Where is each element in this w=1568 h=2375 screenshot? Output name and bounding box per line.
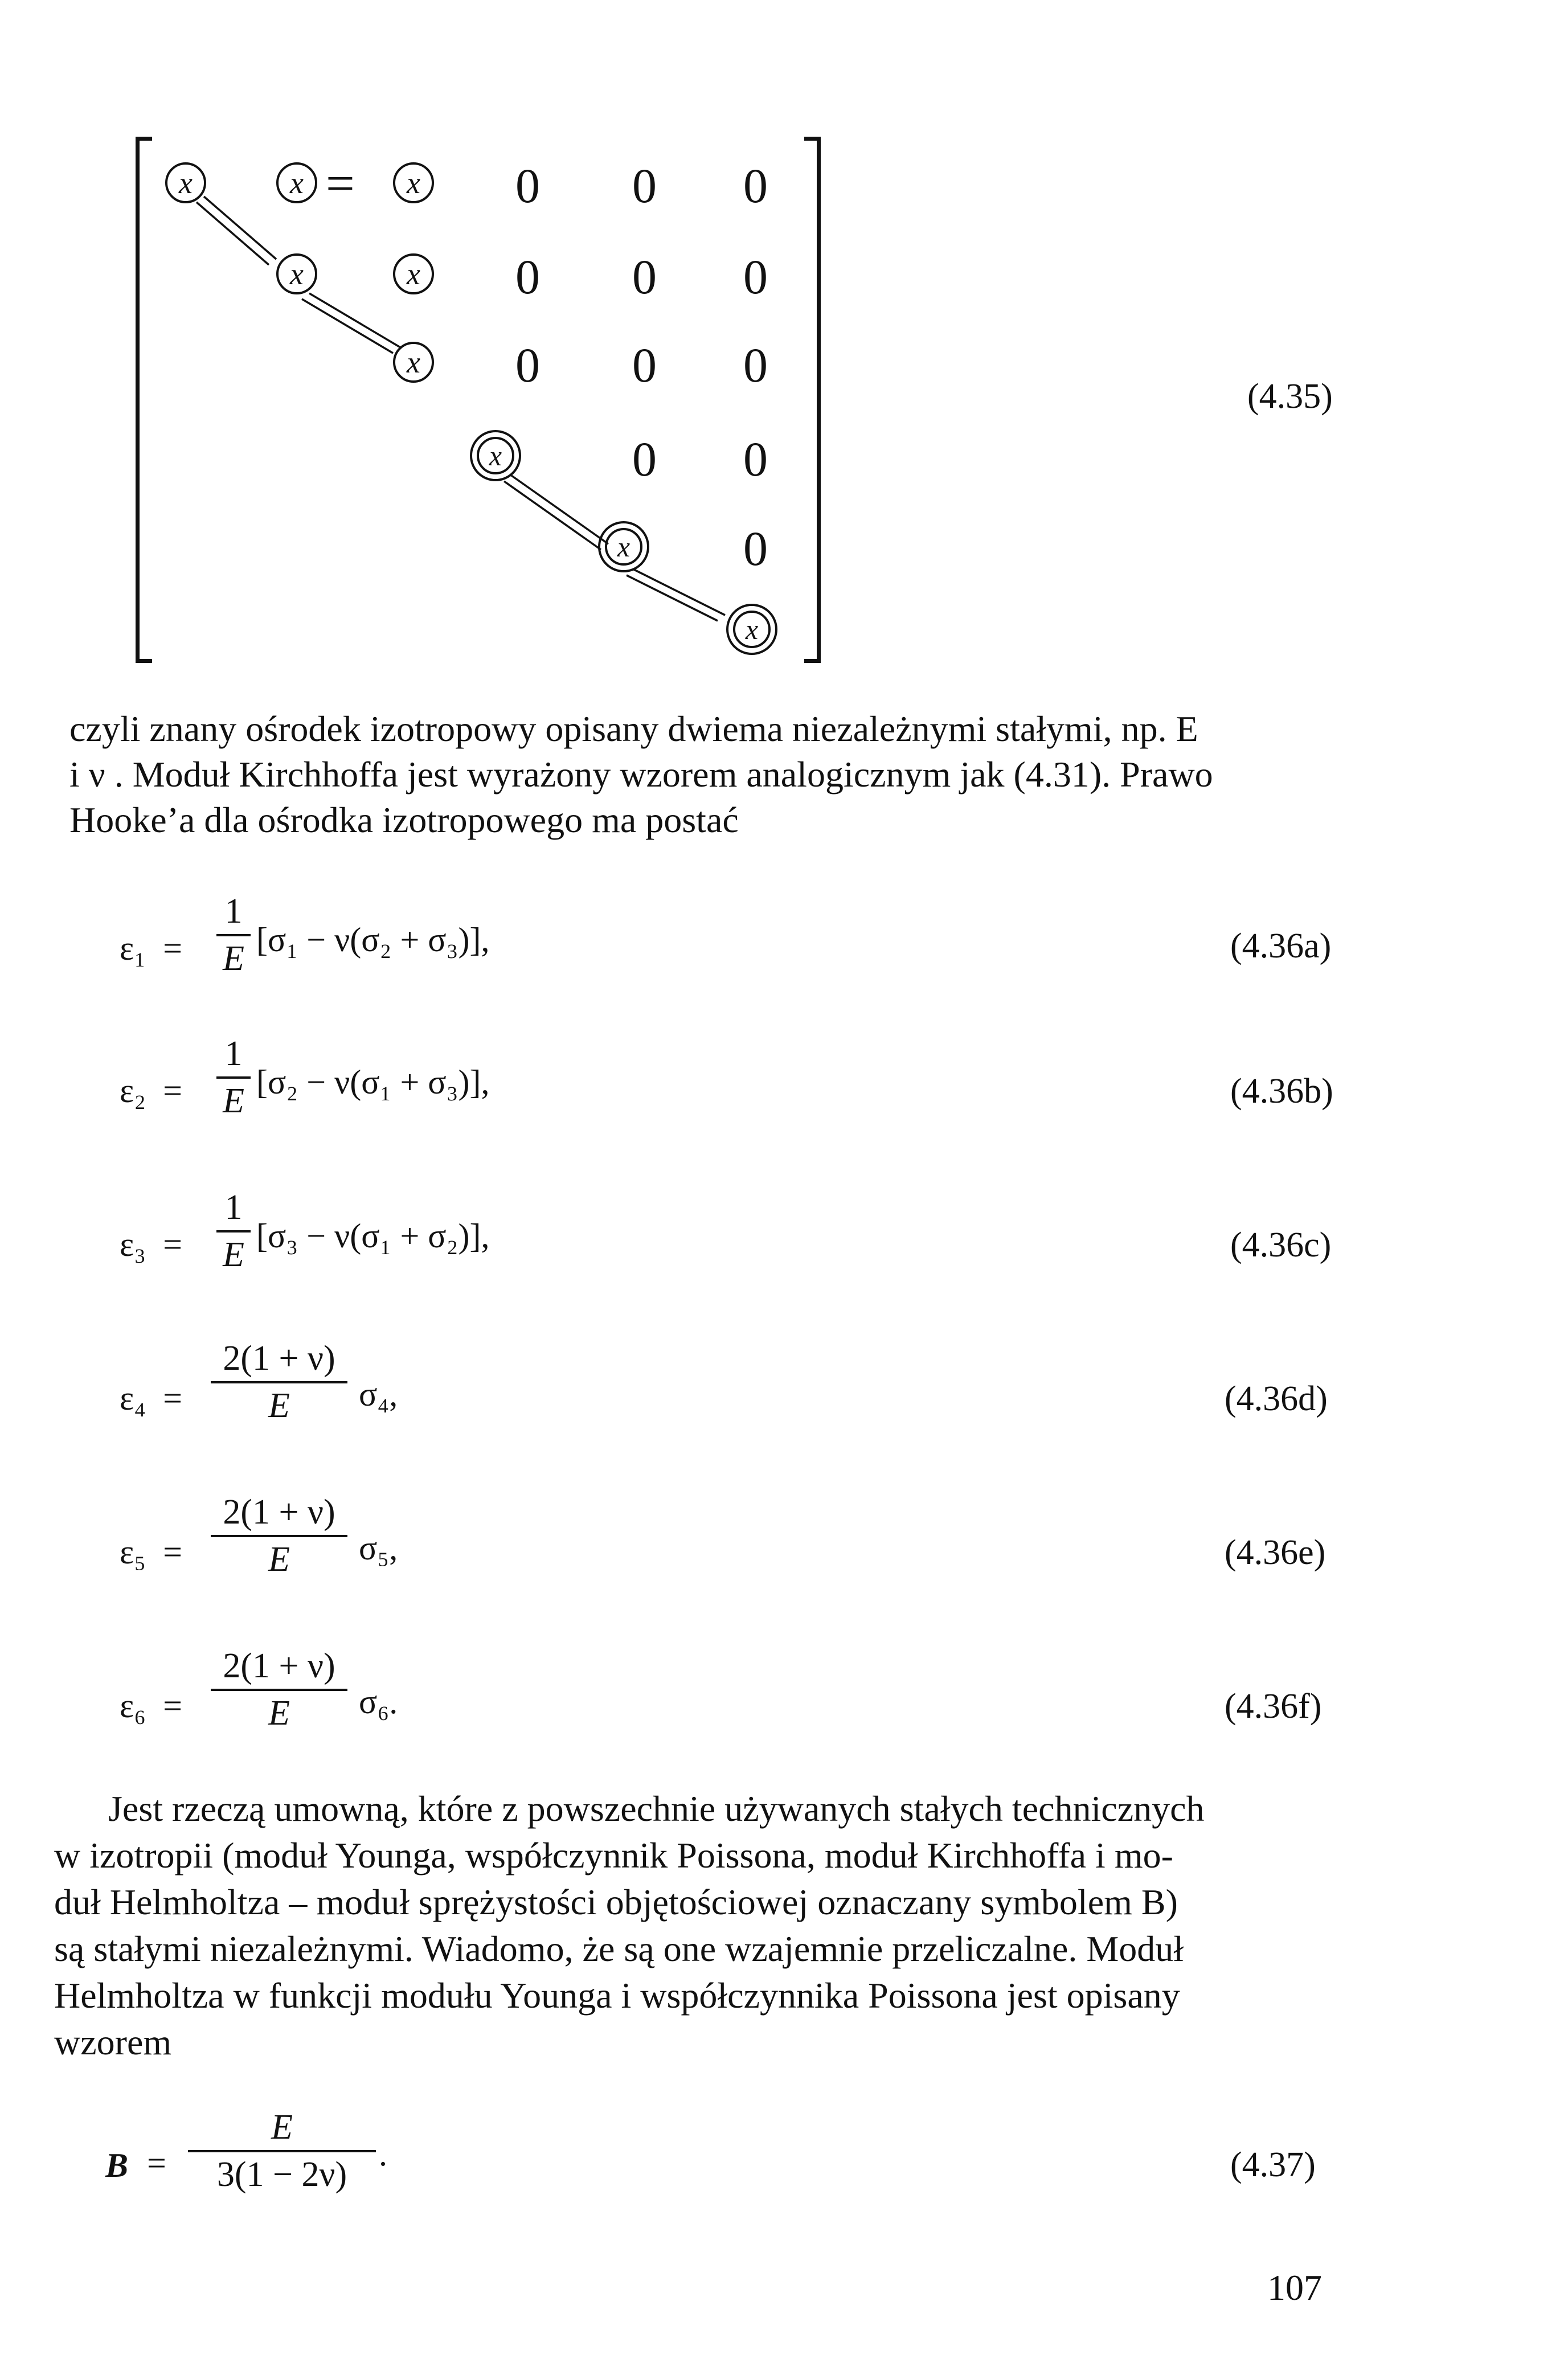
matrix-entry-double-x: x [598,521,649,572]
fraction-numerator: 2(1 + ν) [223,1493,335,1532]
matrix-entry-x: x [393,342,434,383]
equation-lhs: ε₁ [120,929,146,967]
matrix-zero: 0 [632,158,657,213]
equation-row: ε₁ = [120,929,182,967]
text-line: Helmholtza w funkcji modułu Younga i współczynnika Poissona jest opisany [54,1975,1180,2016]
equation-number: (4.36c) [1230,1226,1332,1264]
text-line: Hooke’a dla ośrodka izotropowego ma postać [69,800,739,840]
matrix-entry-double-x: x [470,430,521,481]
fraction-bar [216,1230,251,1232]
fraction-numerator: 1 [224,892,243,931]
equation-number: (4.36d) [1225,1379,1328,1418]
matrix-zero: 0 [743,249,768,304]
equation-number: (4.36f) [1225,1687,1322,1726]
equation-lhs: ε₅ [120,1533,146,1571]
paragraph-intro [69,706,1351,843]
fraction-bar [216,1076,251,1079]
matrix-zero: 0 [743,432,768,486]
equals-sign: = [147,2144,166,2182]
matrix-zero: 0 [515,249,540,304]
matrix-equals-sign: = [326,155,355,212]
equation-rhs: σ₅, [359,1529,398,1567]
matrix-entry-x: x [276,253,317,294]
fraction-numerator: 1 [224,1188,243,1227]
matrix-zero: 0 [743,338,768,392]
equation-lhs: ε₂ [120,1072,146,1109]
fraction-denominator: E [268,1694,290,1733]
equation-fraction [216,1034,251,1121]
fraction-numerator: 2(1 + ν) [223,1647,335,1685]
equation-fraction [211,1492,347,1580]
equation-number: (4.35) [1247,377,1333,416]
equation-rhs: [σ₁ − ν(σ₂ + σ₃)], [256,921,490,959]
text-line: duł Helmholtza – moduł sprężystości objętościowej oznaczany symbolem B) [54,1882,1178,1922]
matrix-zero: 0 [632,432,657,486]
matrix-zero: 0 [743,158,768,213]
fraction-bar [211,1381,347,1383]
equation-rhs: σ₆. [359,1683,398,1721]
text-line: czyli znany ośrodek izotropowy opisany dwiema niezależnymi stałymi, np. E [69,709,1198,749]
equation-fraction [211,1338,347,1426]
text-line: wzorem [54,2022,172,2062]
fraction-numerator: E [271,2108,293,2147]
matrix-diagonal-links [0,0,1568,683]
equation-row: ε₃ = [120,1226,182,1263]
fraction-bar [211,1535,347,1537]
equation-row: ε₅ = [120,1533,182,1571]
fraction-denominator: E [268,1386,290,1425]
equation-lhs: ε₄ [120,1379,146,1417]
equation-lhs: ε₃ [120,1226,146,1263]
matrix-entry-x: x [276,162,317,203]
matrix-entry-double-x: x [726,604,777,655]
matrix-entry-x: x [393,162,434,203]
matrix-zero: 0 [515,158,540,213]
matrix-entry-x: x [393,253,434,294]
equation-lhs: B [105,2147,129,2184]
fraction-bar [216,934,251,936]
equation-row: ε₆ = [120,1687,182,1725]
fraction-denominator: E [223,1235,244,1274]
equation-row: ε₂ = [120,1072,182,1109]
equation-lhs: ε₆ [120,1687,146,1725]
fraction-denominator: 3(1 − 2ν) [216,2155,347,2194]
equation-row: ε₄ = [120,1379,182,1417]
matrix-zero: 0 [515,338,540,392]
text-line: są stałymi niezależnymi. Wiadomo, że są one wzajemnie przeliczalne. Moduł [54,1928,1184,1969]
fraction-denominator: E [223,1082,244,1120]
fraction-denominator: E [223,939,244,978]
paragraph-body [54,1786,1353,2066]
equation-fraction [211,1646,347,1734]
fraction-numerator: 1 [224,1034,243,1073]
equation-fraction [188,2107,376,2195]
equation-fraction [216,1188,251,1275]
text-line: i ν . Moduł Kirchhoffa jest wyrażony wzorem analogicznym jak (4.31). Prawo [69,754,1213,795]
equation-rhs: [σ₃ − ν(σ₁ + σ₂)], [256,1217,490,1255]
equation-number: (4.36e) [1225,1533,1326,1572]
text-line: Jest rzeczą umowną, które z powszechnie używanych stałych technicznych [108,1788,1205,1829]
equation-number: (4.37) [1230,2145,1316,2184]
matrix-zero: 0 [632,249,657,304]
equation-number: (4.36a) [1230,927,1332,965]
fraction-denominator: E [268,1540,290,1579]
matrix-zero: 0 [632,338,657,392]
equation-number: (4.36b) [1230,1072,1333,1111]
equation-rhs: σ₄, [359,1375,398,1413]
page-number: 107 [1267,2267,1322,2308]
fraction-bar [211,1689,347,1691]
matrix-zero: 0 [743,521,768,576]
fraction-bar [188,2150,376,2152]
equation-rhs: [σ₂ − ν(σ₁ + σ₃)], [256,1063,490,1101]
fraction-numerator: 2(1 + ν) [223,1339,335,1378]
equation-period: . [379,2135,387,2173]
equation-fraction [216,891,251,979]
text-line: w izotropii (moduł Younga, współczynnik Poissona, moduł Kirchhoffa i mo- [54,1835,1173,1876]
matrix-entry-x: x [165,162,206,203]
